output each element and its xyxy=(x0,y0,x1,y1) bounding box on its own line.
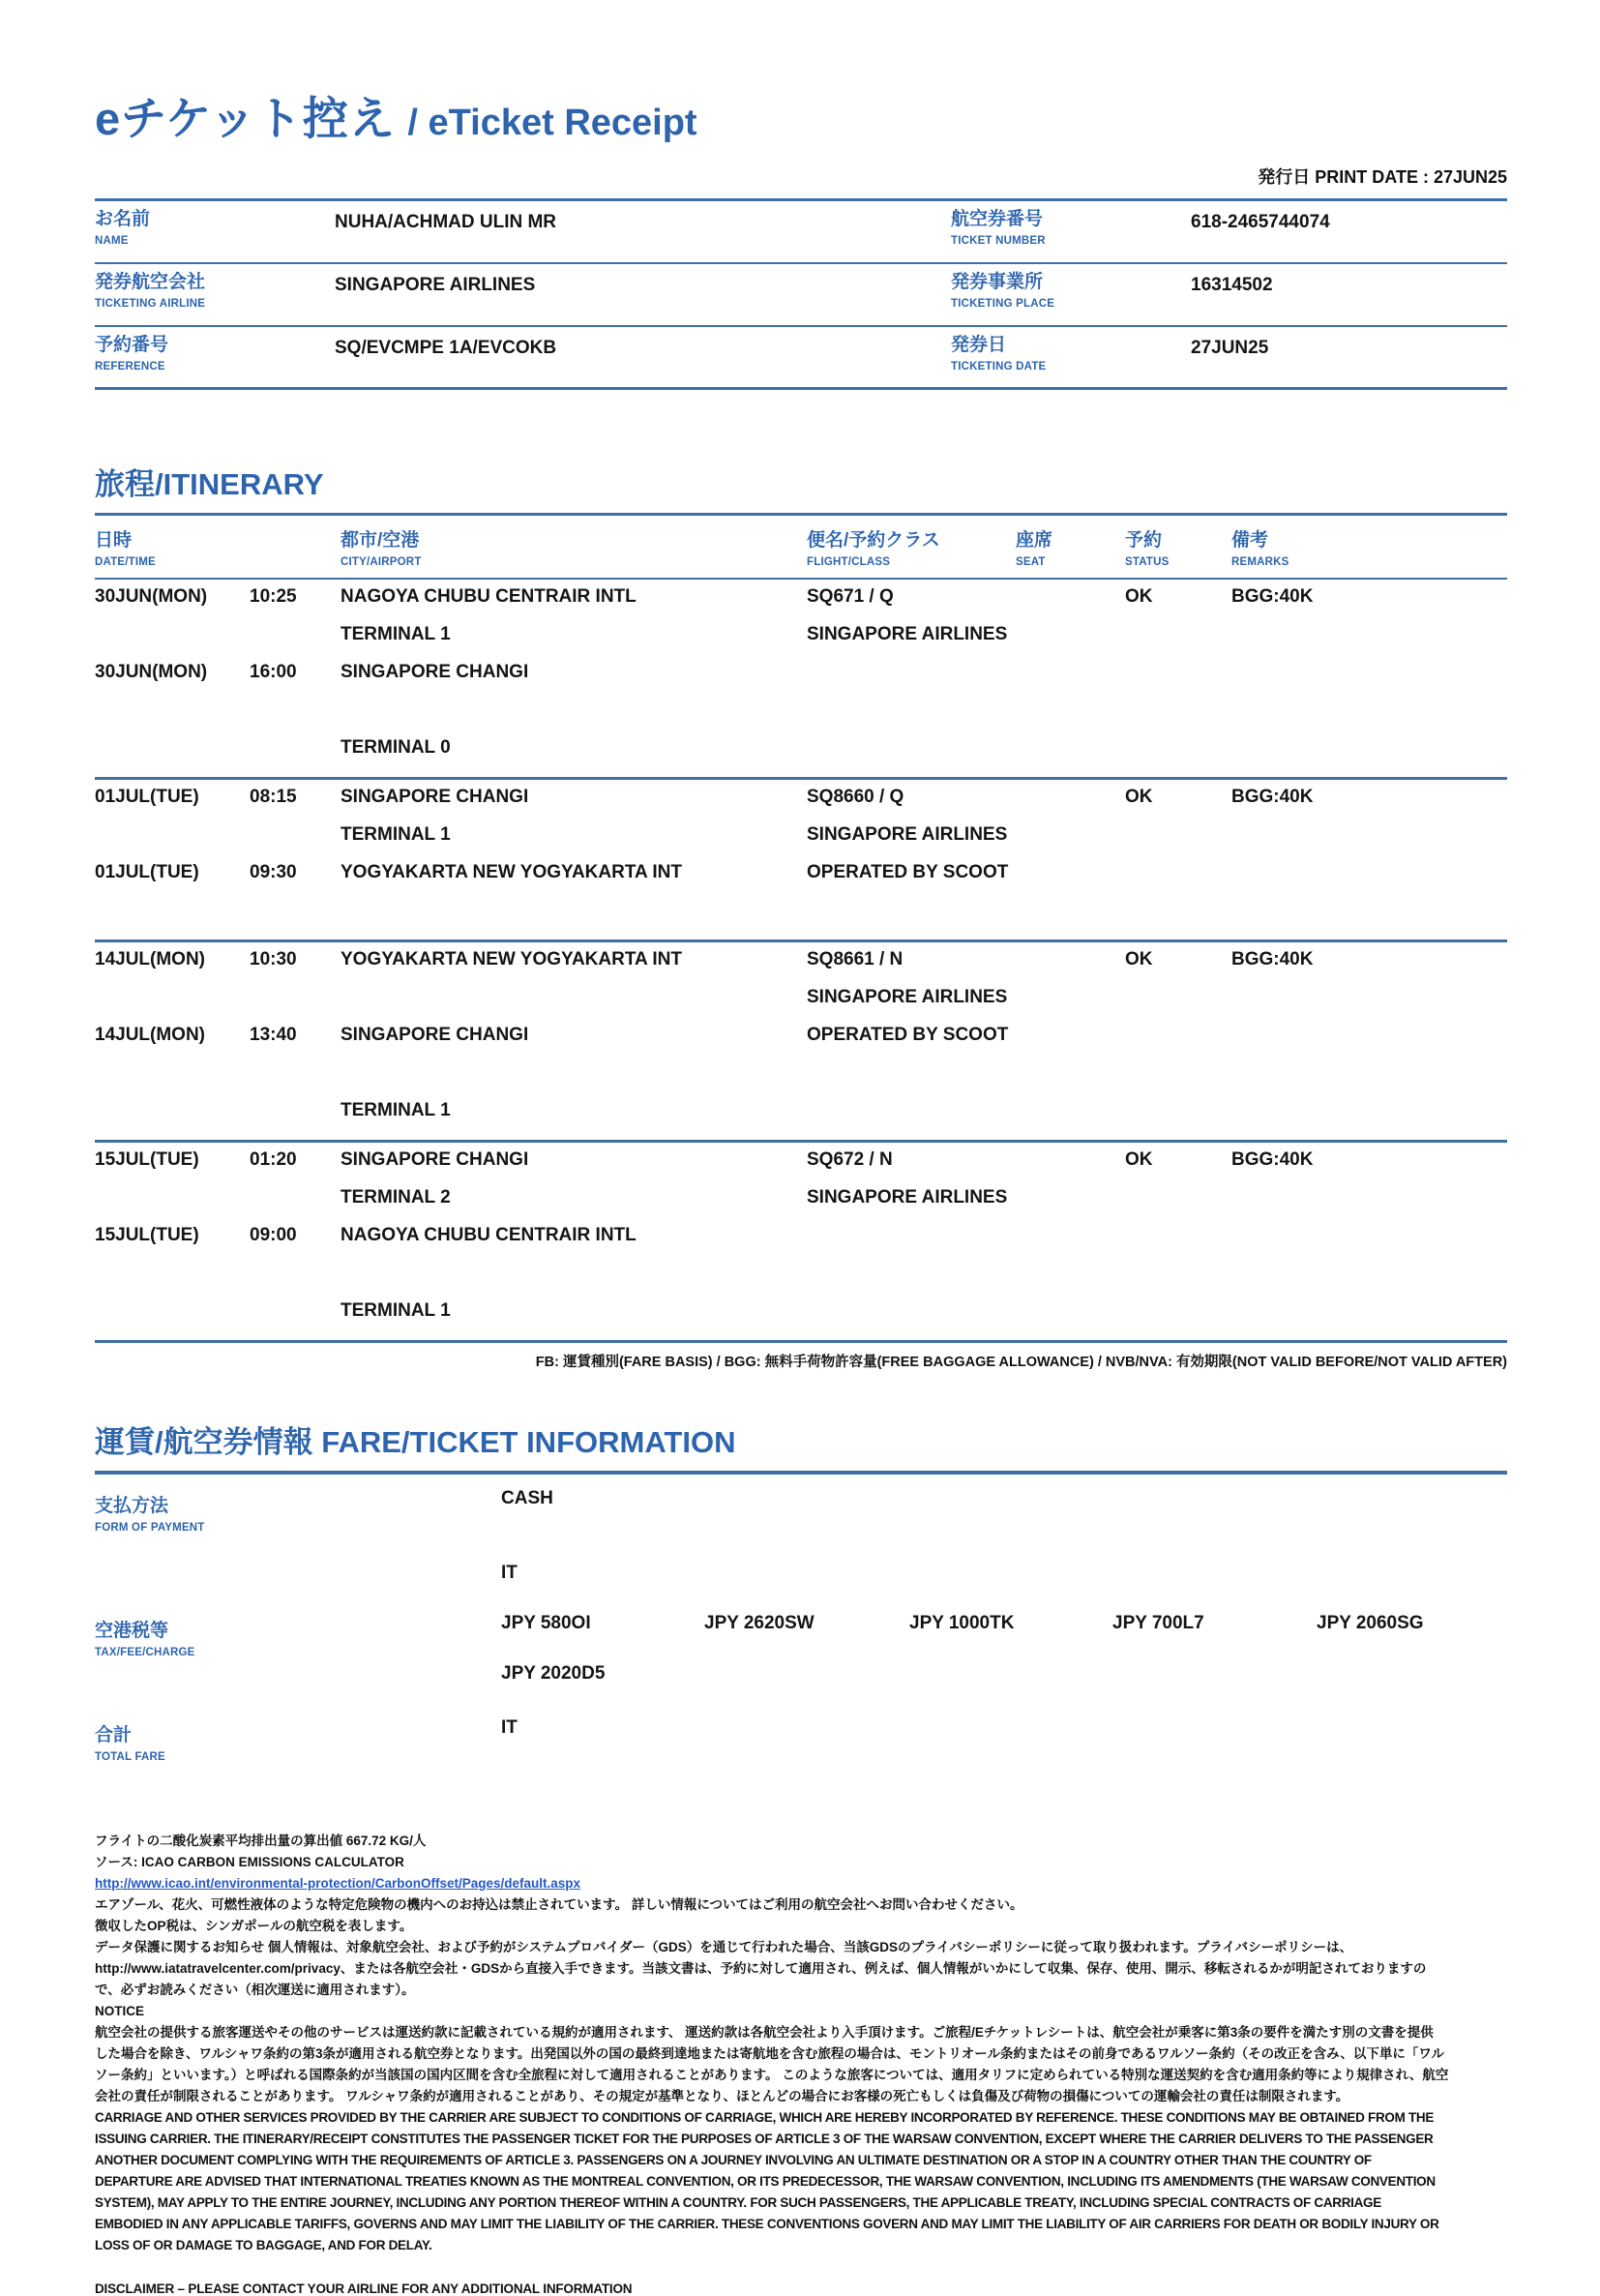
cell-seat xyxy=(1016,862,1125,900)
cell-date: 14JUL(MON) xyxy=(95,1025,206,1045)
cell-date xyxy=(95,1100,250,1138)
cell-status xyxy=(1125,1100,1231,1138)
flight-header-jp: 便名/予約クラス xyxy=(807,530,940,551)
fare-section xyxy=(95,1417,1507,1788)
itinerary-row xyxy=(95,1025,1507,1062)
tax-value: JPY 700L7 xyxy=(1112,1612,1204,1633)
cell-time xyxy=(250,1187,341,1225)
seat-header-en: SEAT xyxy=(1016,556,1046,568)
cell-remarks xyxy=(1231,824,1507,862)
cell-flight: SINGAPORE AIRLINES xyxy=(807,824,1008,845)
itinerary-row xyxy=(95,862,1507,900)
cell-flight: SQ672 / N xyxy=(807,1149,893,1170)
itinerary-row xyxy=(95,1263,1507,1300)
cell-flight xyxy=(807,1300,1016,1338)
total-fare-label xyxy=(95,1717,501,1763)
cell-flight xyxy=(807,662,1016,700)
cell-seat xyxy=(1016,1100,1125,1138)
cell-status: OK xyxy=(1125,586,1153,607)
cell-city: SINGAPORE CHANGI xyxy=(341,1149,529,1170)
cell-flight xyxy=(807,1062,1016,1100)
cell-remarks xyxy=(1231,1062,1507,1100)
cell-status xyxy=(1125,1263,1231,1300)
cell-flight xyxy=(807,1100,1016,1138)
cell-date xyxy=(95,900,250,938)
cell-status: OK xyxy=(1125,949,1153,969)
itinerary-body xyxy=(95,580,1507,1343)
page-title-english: / eTicket Receipt xyxy=(407,103,697,143)
cell-date xyxy=(95,624,250,662)
reference-label-en: REFERENCE xyxy=(95,360,165,373)
cell-time: 01:20 xyxy=(250,1149,297,1170)
total-fare-row xyxy=(95,1685,1507,1788)
tax-label-jp: 空港税等 xyxy=(95,1620,169,1641)
cell-seat xyxy=(1016,1149,1125,1187)
column-header-seat xyxy=(1016,525,1125,568)
cell-city: TERMINAL 0 xyxy=(341,737,451,758)
cell-seat xyxy=(1016,1025,1125,1062)
itinerary-segment xyxy=(95,942,1507,1143)
cell-status xyxy=(1125,1025,1231,1062)
notice-title: NOTICE xyxy=(95,2003,145,2018)
fare-section-title: 運賃/航空券情報 FARE/TICKET INFORMATION xyxy=(95,1425,736,1459)
itinerary-row xyxy=(95,987,1507,1025)
column-header-status xyxy=(1125,525,1231,568)
data-protection-line: http://www.iatatravelcenter.com/privacy、または各航空会社・GDSから直接入手できます。当該文書は、予約に対して適用され、例えば、個人情報がいかにして収集、保存、使用、開示、移転されるかが明記されておりますの xyxy=(95,1960,1427,1976)
tax-value: JPY 1000TK xyxy=(909,1612,1015,1633)
cell-time: 08:15 xyxy=(250,787,297,807)
form-of-payment-label-jp: 支払方法 xyxy=(95,1496,169,1516)
itinerary-row xyxy=(95,1187,1507,1225)
cell-date: 01JUL(TUE) xyxy=(95,787,199,807)
cell-city xyxy=(341,1263,807,1300)
column-header-flight xyxy=(807,525,1016,568)
cell-time xyxy=(250,900,341,938)
city-header-en: CITY/AIRPORT xyxy=(341,556,422,568)
itinerary-header-row xyxy=(95,516,1507,580)
cell-seat xyxy=(1016,900,1125,938)
ticketing-place-label xyxy=(951,264,1191,325)
cell-status xyxy=(1125,862,1231,900)
itinerary-row xyxy=(95,586,1507,624)
column-header-remarks xyxy=(1231,525,1507,568)
cell-seat xyxy=(1016,700,1125,737)
cell-city xyxy=(341,987,807,1025)
name-label xyxy=(95,201,335,262)
cell-flight: OPERATED BY SCOOT xyxy=(807,862,1009,882)
cell-status xyxy=(1125,987,1231,1025)
notice-en-line: LOSS OF OR DAMAGE TO BAGGAGE, AND FOR DELAY. xyxy=(95,2237,432,2252)
tax-value: JPY 2020D5 xyxy=(501,1662,606,1684)
notice-en-line: ISSUING CARRIER. THE ITINERARY/RECEIPT CONSTITUTES THE PASSENGER TICKET FOR THE PURPOSES OF ARTICLE 3 OF THE WARSAW CONVENTION, EXCEPT WHERE THE CARRIER DELIVERS TO THE PASSENGER xyxy=(95,2131,1434,2146)
cell-flight xyxy=(807,1263,1016,1300)
cell-date xyxy=(95,700,250,737)
itinerary-row xyxy=(95,624,1507,662)
cell-status: OK xyxy=(1125,787,1153,807)
cell-remarks: BGG:40K xyxy=(1231,586,1314,607)
cell-seat xyxy=(1016,1300,1125,1338)
data-protection-line: データ保護に関するお知らせ 個人情報は、対象航空会社、および予約がシステムプロバイダー（GDS）を通じて行われた場合、当該GDSのプライバシーポリシーに従って取り扱われます。プライバシーポリシーは、 xyxy=(95,1939,1353,1954)
cell-seat xyxy=(1016,1225,1125,1263)
cell-remarks: BGG:40K xyxy=(1231,949,1314,969)
cell-time xyxy=(250,987,341,1025)
cell-remarks xyxy=(1231,1225,1507,1263)
cell-time xyxy=(250,1300,341,1338)
notice-en-line: DEPARTURE ARE ADVISED THAT INTERNATIONAL TREATIES KNOWN AS THE MONTREAL CONVENTION, OR ITS PREDECESSOR, THE WARSAW CONVENTION, INCLUDING ITS AMENDMENTS (THE WARSAW CONVENTION xyxy=(95,2173,1436,2189)
status-header-en: STATUS xyxy=(1125,556,1170,568)
tax-row-line2 xyxy=(95,1658,1507,1685)
cell-status xyxy=(1125,1300,1231,1338)
notice-jp-line: した場合を除き、ワルシャワ条約の第3条が適用される航空券となります。出発国以外の国の最終到達地または寄航地を含む旅程の場合は、モントリオール条約またはその前身であるワルソー条約（その改正を含み、以下単に「ワル xyxy=(95,2045,1444,2061)
cell-status xyxy=(1125,824,1231,862)
header-row-name xyxy=(95,201,1507,264)
cell-date xyxy=(95,1062,250,1100)
cell-city: TERMINAL 1 xyxy=(341,1300,451,1321)
ticket-header-table xyxy=(95,198,1507,390)
cell-remarks xyxy=(1231,987,1507,1025)
booking-reference: SQ/EVCMPE 1A/EVCOKB xyxy=(335,338,557,358)
ticketing-airline-label xyxy=(95,264,335,325)
ticket-number-label-jp: 航空券番号 xyxy=(951,209,1044,229)
itinerary-row xyxy=(95,662,1507,700)
cell-city: SINGAPORE CHANGI xyxy=(341,662,529,682)
fare-basis-label-empty xyxy=(95,1563,501,1584)
column-header-datetime xyxy=(95,525,341,568)
tax-row-line1 xyxy=(95,1584,1507,1658)
itinerary-row xyxy=(95,949,1507,987)
cell-seat xyxy=(1016,1263,1125,1300)
ticketing-airline-label-jp: 発券航空会社 xyxy=(95,272,206,292)
cell-time: 10:30 xyxy=(250,949,297,969)
ticket-number-label-en: TICKET NUMBER xyxy=(951,234,1046,247)
ticketing-place: 16314502 xyxy=(1191,275,1273,295)
cell-time: 16:00 xyxy=(250,662,297,682)
notice-en-line: ANOTHER DOCUMENT COMPLYING WITH THE REQUIREMENTS OF ARTICLE 3. PASSENGERS ON A JOURNEY INVOLVING AN ULTIMATE DESTINATION OR A STOP IN A COUNTRY OTHER THAN THE COUNTRY OF xyxy=(95,2152,1372,2167)
itinerary-row xyxy=(95,1100,1507,1138)
cell-date xyxy=(95,1263,250,1300)
icao-carbon-link[interactable]: http://www.icao.int/environmental-protection/CarbonOffset/Pages/default.aspx xyxy=(95,1875,581,1891)
cell-status xyxy=(1125,624,1231,662)
cell-remarks: BGG:40K xyxy=(1231,787,1314,807)
cell-city: TERMINAL 1 xyxy=(341,824,451,845)
cell-remarks xyxy=(1231,624,1507,662)
cell-flight xyxy=(807,737,1016,775)
tax-value: JPY 2620SW xyxy=(704,1612,815,1633)
tax-label-empty xyxy=(95,1663,501,1685)
cell-city xyxy=(341,700,807,737)
cell-status xyxy=(1125,700,1231,737)
itinerary-row xyxy=(95,1300,1507,1338)
cell-remarks xyxy=(1231,737,1507,775)
data-protection-line: で、必ずお読みください（相次運送に適用されます）。 xyxy=(95,1982,415,1997)
cell-time xyxy=(250,624,341,662)
cell-status xyxy=(1125,1062,1231,1100)
itinerary-segment xyxy=(95,780,1507,942)
cell-date xyxy=(95,1187,250,1225)
cell-remarks xyxy=(1231,1025,1507,1062)
cell-time xyxy=(250,1062,341,1100)
cell-city: TERMINAL 2 xyxy=(341,1187,451,1208)
cell-date: 14JUL(MON) xyxy=(95,949,206,969)
cell-time xyxy=(250,737,341,775)
cell-seat xyxy=(1016,586,1125,624)
cell-remarks xyxy=(1231,1187,1507,1225)
remarks-header-jp: 備考 xyxy=(1231,530,1269,551)
form-of-payment-value: CASH xyxy=(501,1488,553,1508)
cell-date: 30JUN(MON) xyxy=(95,586,208,607)
cell-seat xyxy=(1016,662,1125,700)
ticketing-date: 27JUN25 xyxy=(1191,338,1269,358)
cell-flight: SQ671 / Q xyxy=(807,586,894,607)
cell-seat xyxy=(1016,787,1125,824)
form-of-payment-row xyxy=(95,1475,1507,1534)
cell-flight xyxy=(807,900,1016,938)
cell-time: 09:00 xyxy=(250,1225,297,1245)
cell-date: 15JUL(TUE) xyxy=(95,1225,199,1245)
disclaimer-line: DISCLAIMER – PLEASE CONTACT YOUR AIRLINE FOR ANY ADDITIONAL INFORMATION xyxy=(95,2281,633,2296)
cell-seat xyxy=(1016,987,1125,1025)
header-row-airline xyxy=(95,264,1507,327)
cell-time xyxy=(250,700,341,737)
cell-time: 13:40 xyxy=(250,1025,297,1045)
cell-status: OK xyxy=(1125,1149,1153,1170)
cell-time: 09:30 xyxy=(250,862,297,882)
page-title xyxy=(95,83,1507,148)
cell-flight: OPERATED BY SCOOT xyxy=(807,1025,1009,1045)
notice-en-line: CARRIAGE AND OTHER SERVICES PROVIDED BY THE CARRIER ARE SUBJECT TO CONDITIONS OF CARRIAGE, WHICH ARE HEREBY INCORPORATED BY REFERENCE. THESE CONDITIONS MAY BE OBTAINED FROM THE xyxy=(95,2109,1435,2125)
itinerary-row xyxy=(95,737,1507,775)
form-of-payment-label-en: FORM OF PAYMENT xyxy=(95,1521,205,1534)
fine-print xyxy=(95,1831,1507,2256)
tax-label xyxy=(95,1613,501,1658)
city-header-jp: 都市/空港 xyxy=(341,530,420,551)
notice-jp-line: 航空会社の提供する旅客運送やその他のサービスは運送約款に記載されている規約が適用されます、 運送約款は各航空会社より入手頂けます。ご旅程/Eチケットレシートは、航空会社が乗客に第3条の要件を満たす別の文書を提供 xyxy=(95,2024,1434,2040)
datetime-header-en: DATE/TIME xyxy=(95,556,156,568)
cell-seat xyxy=(1016,1187,1125,1225)
ticketing-airline-label-en: TICKETING AIRLINE xyxy=(95,297,206,310)
itinerary-row xyxy=(95,1225,1507,1263)
name-label-en: NAME xyxy=(95,234,129,247)
cell-remarks xyxy=(1231,1100,1507,1138)
itinerary-row xyxy=(95,824,1507,862)
cell-city: YOGYAKARTA NEW YOGYAKARTA INT xyxy=(341,862,682,882)
cell-seat xyxy=(1016,949,1125,987)
cell-seat xyxy=(1016,737,1125,775)
cell-time xyxy=(250,824,341,862)
ticketing-place-label-jp: 発券事業所 xyxy=(951,272,1044,292)
cell-date: 15JUL(TUE) xyxy=(95,1149,199,1170)
notice-jp-line: 会社の責任が制限されることがあります。 ワルシャワ条約が適用されることがあり、その規定が基準となり、ほとんどの場合にお客様の死亡もしくは負傷及び荷物の損傷についての運輸会社の責任は制限されます。 xyxy=(95,2088,1349,2103)
itinerary-row xyxy=(95,700,1507,737)
passenger-name: NUHA/ACHMAD ULIN MR xyxy=(335,212,557,232)
cell-flight: SQ8661 / N xyxy=(807,949,904,969)
cell-city xyxy=(341,900,807,938)
total-fare-label-jp: 合計 xyxy=(95,1724,133,1745)
cell-remarks xyxy=(1231,1300,1507,1338)
name-label-jp: お名前 xyxy=(95,209,151,229)
seat-header-jp: 座席 xyxy=(1016,530,1053,551)
print-date: 発行日 PRINT DATE : 27JUN25 xyxy=(1258,167,1507,187)
total-fare-value: IT xyxy=(501,1716,518,1738)
cell-city: NAGOYA CHUBU CENTRAIR INTL xyxy=(341,586,637,607)
dangerous-goods-line: エアゾール、花火、可燃性液体のような特定危険物の機内へのお持込は禁止されています。 詳しい情報についてはご利用の航空会社へお問い合わせください。 xyxy=(95,1896,1023,1912)
ticketing-airline: SINGAPORE AIRLINES xyxy=(335,275,536,295)
cell-seat xyxy=(1016,824,1125,862)
itinerary-row xyxy=(95,900,1507,938)
carbon-emissions-line: フライトの二酸化炭素平均排出量の算出値 667.72 KG/人 xyxy=(95,1833,427,1848)
cell-remarks xyxy=(1231,1263,1507,1300)
fare-basis-value: IT xyxy=(501,1562,518,1583)
cell-remarks: BGG:40K xyxy=(1231,1149,1314,1170)
cell-city: TERMINAL 1 xyxy=(341,624,451,644)
itinerary-segment xyxy=(95,580,1507,780)
itinerary-row xyxy=(95,1149,1507,1187)
form-of-payment-label xyxy=(95,1488,501,1534)
cell-time: 10:25 xyxy=(250,586,297,607)
cell-remarks xyxy=(1231,662,1507,700)
notice-en-line: SYSTEM), MAY APPLY TO THE ENTIRE JOURNEY, INCLUDING ANY PORTION THEREOF WITHIN A COUNTRY. FOR SUCH PASSENGERS, THE APPLICABLE TREATY, INCLUDING SPECIAL CONTRACTS OF CARRIAGE xyxy=(95,2194,1381,2210)
tax-value: JPY 580OI xyxy=(501,1612,591,1633)
cell-seat xyxy=(1016,1062,1125,1100)
cell-date xyxy=(95,1300,250,1338)
tax-label-en: TAX/FEE/CHARGE xyxy=(95,1646,195,1658)
total-fare-label-en: TOTAL FARE xyxy=(95,1750,165,1763)
ticketing-date-label-jp: 発券日 xyxy=(951,335,1007,355)
cell-time xyxy=(250,1263,341,1300)
itinerary-segment xyxy=(95,1143,1507,1343)
fare-basis-row xyxy=(95,1534,1507,1584)
column-header-city xyxy=(341,525,807,568)
cell-status xyxy=(1125,1187,1231,1225)
cell-date xyxy=(95,824,250,862)
cell-date: 01JUL(TUE) xyxy=(95,862,199,882)
cell-status xyxy=(1125,662,1231,700)
notice-jp-line: ソー条約」といいます。）と呼ばれる国際条約が当該国の国内区間を含む全旅程に対して適用されることがあります。 このような旅客については、適用タリフに定められている特別な運送契約を含む適用条約等により規律され、航空 xyxy=(95,2067,1449,2082)
cell-status xyxy=(1125,1225,1231,1263)
itinerary-section xyxy=(95,460,1507,1371)
cell-flight: SINGAPORE AIRLINES xyxy=(807,987,1008,1007)
ticketing-date-label-en: TICKETING DATE xyxy=(951,360,1047,373)
cell-remarks xyxy=(1231,900,1507,938)
ticketing-place-label-en: TICKETING PLACE xyxy=(951,297,1055,310)
cell-remarks xyxy=(1231,700,1507,737)
cell-city: TERMINAL 1 xyxy=(341,1100,451,1120)
itinerary-row xyxy=(95,787,1507,824)
cell-date xyxy=(95,987,250,1025)
itinerary-row xyxy=(95,1062,1507,1100)
cell-status xyxy=(1125,737,1231,775)
cell-city: SINGAPORE CHANGI xyxy=(341,1025,529,1045)
cell-flight: SINGAPORE AIRLINES xyxy=(807,1187,1008,1208)
cell-status xyxy=(1125,900,1231,938)
cell-remarks xyxy=(1231,862,1507,900)
cell-flight: SINGAPORE AIRLINES xyxy=(807,624,1008,644)
cell-date xyxy=(95,737,250,775)
cell-city: SINGAPORE CHANGI xyxy=(341,787,529,807)
status-header-jp: 予約 xyxy=(1125,530,1163,551)
flight-header-en: FLIGHT/CLASS xyxy=(807,556,891,568)
cell-seat xyxy=(1016,624,1125,662)
itinerary-footnote: FB: 運賃種別(FARE BASIS) / BGG: 無料手荷物許容量(FREE BAGGAGE ALLOWANCE) / NVB/NVA: 有効期限(NOT VALID BEFORE/NOT VALID AFTER) xyxy=(535,1355,1507,1370)
carbon-source-line: ソース: ICAO CARBON EMISSIONS CALCULATOR xyxy=(95,1854,404,1869)
ticket-number: 618-2465744074 xyxy=(1191,212,1330,232)
cell-city xyxy=(341,1062,807,1100)
cell-date: 30JUN(MON) xyxy=(95,662,208,682)
reference-label-jp: 予約番号 xyxy=(95,335,169,355)
cell-time xyxy=(250,1100,341,1138)
cell-flight xyxy=(807,1225,1016,1263)
op-tax-line: 徴収したOP税は、シンガポールの航空税を表します。 xyxy=(95,1918,413,1933)
header-row-reference xyxy=(95,327,1507,390)
ticket-number-label xyxy=(951,201,1191,262)
notice-en-line: EMBODIED IN ANY APPLICABLE TARIFFS, GOVERNS AND MAY LIMIT THE LIABILITY OF THE CARRIER. THESE CONVENTIONS GOVERN AND MAY LIMIT THE LIABILITY OF AIR CARRIERS FOR DEATH OR BODILY INJURY OR xyxy=(95,2216,1439,2231)
datetime-header-jp: 日時 xyxy=(95,530,133,551)
cell-city: NAGOYA CHUBU CENTRAIR INTL xyxy=(341,1225,637,1245)
itinerary-section-title: 旅程/ITINERARY xyxy=(95,467,324,501)
page-title-japanese: eチケット控え xyxy=(95,93,396,144)
cell-flight xyxy=(807,700,1016,737)
remarks-header-en: REMARKS xyxy=(1231,556,1289,568)
cell-city: YOGYAKARTA NEW YOGYAKARTA INT xyxy=(341,949,682,969)
ticketing-date-label xyxy=(951,327,1191,387)
cell-flight: SQ8660 / Q xyxy=(807,787,904,807)
reference-label xyxy=(95,327,335,387)
tax-value: JPY 2060SG xyxy=(1317,1612,1424,1633)
